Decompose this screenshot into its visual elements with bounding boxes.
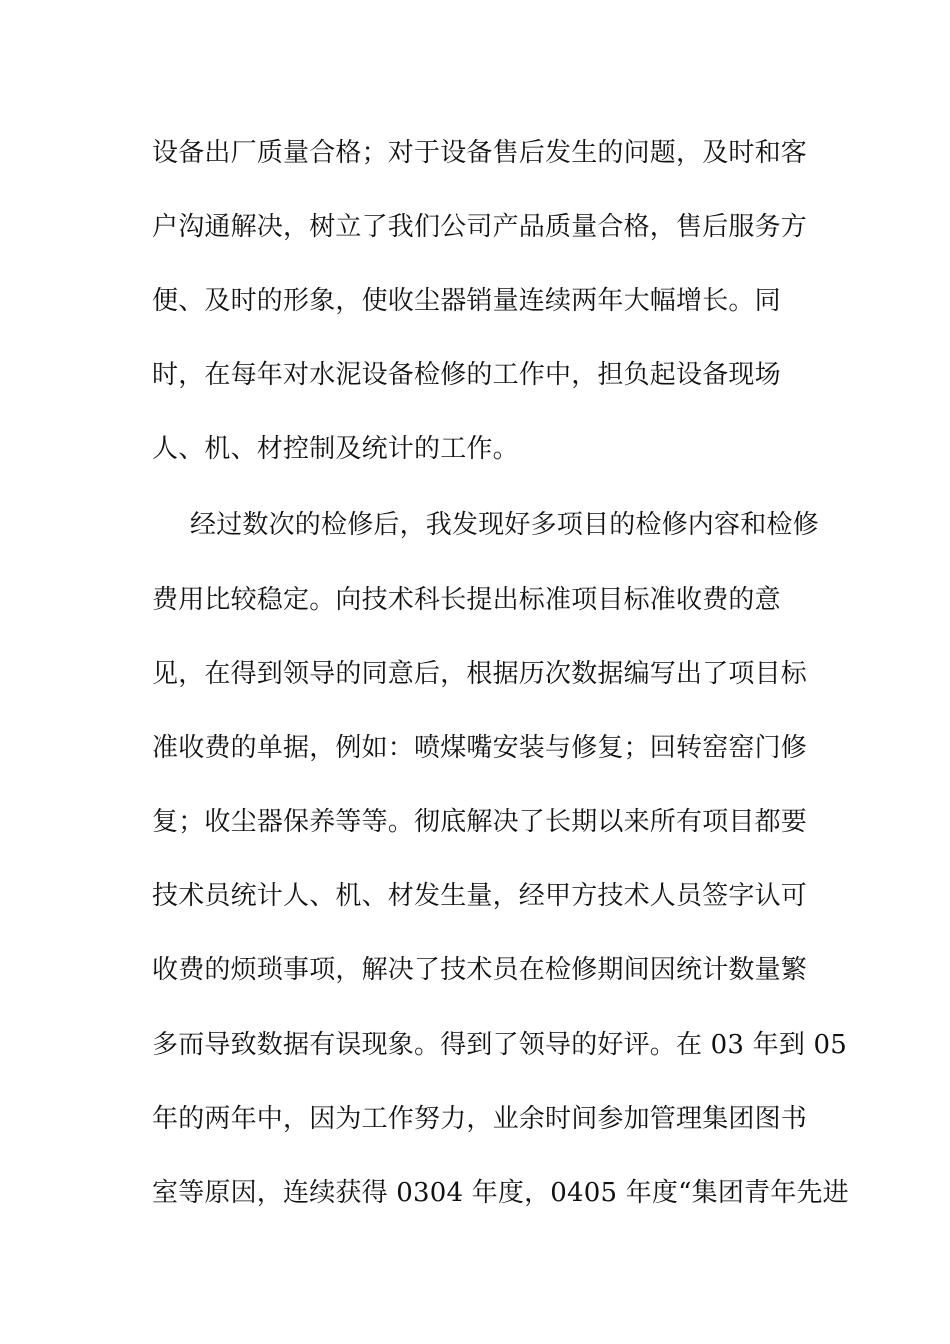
- paragraph-line: 设备出厂质量合格；对于设备售后发生的问题，及时和客: [152, 138, 808, 168]
- paragraph-line: 复；收尘器保养等等。彻底解决了长期以来所有项目都要: [152, 807, 808, 837]
- paragraph-line: 准收费的单据，例如：喷煤嘴安装与修复；回转窑窑门修: [152, 733, 808, 763]
- paragraph-line: 多而导致数据有误现象。得到了领导的好评。在 03 年到 05: [152, 1030, 847, 1060]
- paragraph-line: 户沟通解决，树立了我们公司产品质量合格，售后服务方: [152, 212, 808, 242]
- paragraph-line: 收费的烦琐事项，解决了技术员在检修期间因统计数量繁: [152, 955, 808, 985]
- paragraph-line: 时，在每年对水泥设备检修的工作中，担负起设备现场: [152, 360, 781, 390]
- paragraph-line: 便、及时的形象，使收尘器销量连续两年大幅增长。同: [152, 286, 781, 316]
- paragraph-line: 人、机、材控制及统计的工作。: [152, 434, 519, 464]
- paragraph-line-indented: 经过数次的检修后，我发现好多项目的检修内容和检修: [190, 510, 819, 540]
- paragraph-line: 见，在得到领导的同意后，根据历次数据编写出了项目标: [152, 659, 808, 689]
- paragraph-line: 年的两年中，因为工作努力，业余时间参加管理集团图书: [152, 1104, 808, 1134]
- paragraph-line: 费用比较稳定。向技术科长提出标准项目标准收费的意: [152, 585, 781, 615]
- paragraph-line: 室等原因，连续获得 0304 年度，0405 年度“集团青年先进: [152, 1178, 849, 1208]
- paragraph-line: 技术员统计人、机、材发生量，经甲方技术人员签字认可: [152, 881, 808, 911]
